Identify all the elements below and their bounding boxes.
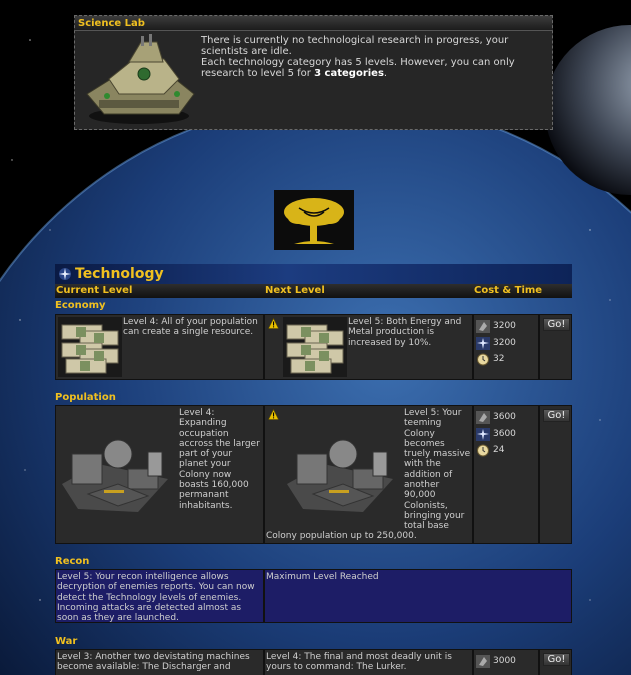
population-time: 24 [476, 443, 504, 457]
economy-energy-cost: 3200 [476, 319, 516, 333]
colony-image [58, 424, 176, 520]
research-population-go-button[interactable]: Go! [543, 409, 570, 422]
category-label-recon: Recon [55, 556, 90, 567]
war-action-cell [539, 649, 572, 675]
economy-current-cell [55, 314, 264, 380]
next-level-header: Next Level [265, 285, 325, 296]
category-label-population: Population [55, 392, 116, 403]
recon-current-text: Level 5: Your recon intelligence allows decryption of enemies reports. You can now detect the Technology levels of enemies. Incoming attacks are detected almost as soon as they are launched. [57, 572, 255, 623]
cost-time-header: Cost & Time [474, 285, 543, 296]
star-icon [58, 267, 72, 281]
economy-time: 32 [476, 352, 504, 366]
economy-current-text: Level 4: All of your population can create a single resource. [123, 317, 258, 338]
research-levels-text: Each technology category has 5 levels. However, you can only research to level 5 for 3 categories. [201, 57, 515, 79]
war-cost-cell [473, 649, 539, 675]
research-war-go-button[interactable]: Go! [543, 653, 570, 666]
research-economy-go-button[interactable]: Go! [543, 318, 570, 331]
warning-icon [268, 409, 279, 420]
population-current-text: Level 4: Expanding occupation accross the larger part of your planet your Colony now boasts 160,000 permanant inhabitants. [179, 408, 260, 511]
colony-image [283, 424, 401, 520]
economy-next-cell [264, 314, 473, 380]
science-lab-panel [74, 15, 553, 130]
economy-cost-cell [473, 314, 539, 380]
time-icon [476, 353, 490, 366]
war-next-cell [264, 649, 473, 675]
energy-icon [476, 655, 490, 668]
category-label-war: War [55, 636, 78, 647]
war-next-text: Level 4: The final and most deadly unit is yours to command: The Lurker. [266, 652, 452, 673]
population-energy-cost: 3600 [476, 410, 516, 424]
money-stack-image [58, 317, 122, 377]
technology-header [55, 264, 572, 284]
tech-row-population [55, 405, 572, 544]
category-count: 3 categories [314, 68, 384, 79]
science-lab-building-image [79, 34, 201, 128]
war-current-text: Level 3: Another two devistating machines become available: The Discharger and [57, 652, 250, 673]
economy-action-cell [539, 314, 572, 380]
current-level-header: Current Level [56, 285, 133, 296]
energy-icon [476, 411, 490, 424]
population-next-text-continued: Colony population up to 250,000. [266, 531, 417, 541]
metal-icon [476, 428, 490, 441]
money-stack-image [283, 317, 347, 377]
tech-row-economy [55, 314, 572, 380]
research-status-text: There is currently no technological research in progress, your scientists are idle. [201, 35, 509, 57]
warning-icon [268, 318, 279, 329]
science-lab-title: Science Lab [75, 16, 552, 31]
recon-next-cell [264, 569, 572, 623]
population-metal-cost: 3600 [476, 427, 516, 441]
population-action-cell [539, 405, 572, 544]
recon-current-cell [55, 569, 264, 623]
tree-emblem-icon [274, 190, 354, 250]
energy-icon [476, 320, 490, 333]
category-label-economy: Economy [55, 300, 106, 311]
recon-max-level-text: Maximum Level Reached [266, 572, 379, 582]
metal-icon [476, 337, 490, 350]
economy-next-text: Level 5: Both Energy and Metal production is increased by 10%. [348, 317, 462, 348]
tech-row-recon [55, 569, 572, 623]
population-cost-cell [473, 405, 539, 544]
war-energy-cost: 3000 [476, 654, 516, 668]
economy-metal-cost: 3200 [476, 336, 516, 350]
technology-title: Technology [75, 266, 164, 282]
population-current-cell [55, 405, 264, 544]
time-icon [476, 444, 490, 457]
population-next-text: Level 5: Your teeming Colony becomes truely massive with the addition of another 90,000 Colonists, bringing your total base [404, 408, 471, 532]
column-headers [55, 284, 572, 298]
science-lab-description [201, 35, 546, 79]
population-next-cell [264, 405, 473, 544]
war-current-cell [55, 649, 264, 675]
tech-row-war [55, 649, 572, 675]
